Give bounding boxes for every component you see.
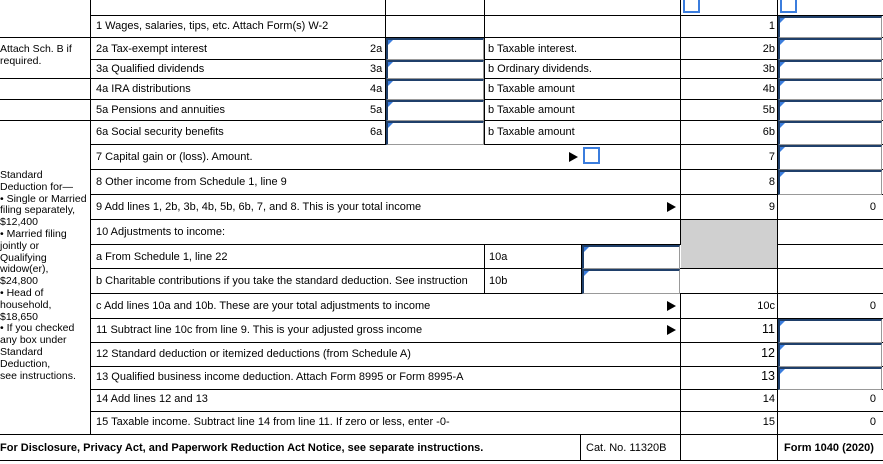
line-6b-amount-field[interactable]	[778, 121, 882, 145]
rule	[680, 293, 681, 434]
line-3b-number: 3b	[762, 63, 775, 75]
line-12-amount-field[interactable]	[778, 343, 882, 367]
rule	[484, 0, 485, 145]
line-10c-label: c Add lines 10a and 10b. These are your total adjustments to income	[96, 300, 431, 312]
std-deduction-line: $12,400	[0, 216, 38, 229]
line-7-label: 7 Capital gain or (loss). Amount.	[96, 151, 253, 163]
std-deduction-line: $18,650	[0, 310, 38, 323]
line-10b-code: 10b	[489, 275, 508, 287]
sch-b-note-line: required.	[0, 54, 42, 67]
line-2b-label: b Taxable interest.	[488, 43, 578, 55]
line-10c-number: 10c	[757, 300, 775, 312]
line-14-number: 14	[762, 393, 775, 405]
arrow-right-icon	[667, 325, 676, 335]
line-9-label: 9 Add lines 1, 2b, 3b, 4b, 5b, 6b, 7, and 8. This is your total income	[96, 201, 422, 213]
sch-b-note	[0, 44, 72, 68]
rule	[90, 194, 883, 195]
line-13-amount-field[interactable]	[778, 367, 882, 390]
line-8-number: 8	[768, 176, 775, 188]
line-10a-amount-field[interactable]	[582, 245, 680, 269]
line-10b-amount-field[interactable]	[582, 269, 680, 294]
rule	[680, 0, 681, 244]
line-2a-label: 2a Tax-exempt interest	[96, 43, 208, 55]
shaded-cell	[681, 220, 777, 268]
line-1-amount-field[interactable]	[778, 16, 882, 38]
line-7-amount-field[interactable]	[778, 145, 882, 170]
rule	[90, 411, 883, 412]
rule	[90, 268, 883, 269]
line-8-label: 8 Other income from Schedule 1, line 9	[96, 176, 287, 188]
line-3a-amount-field[interactable]	[386, 60, 484, 79]
standard-deduction-note	[0, 170, 87, 382]
std-deduction-line: • Head of	[0, 286, 44, 299]
line-10b-label: b Charitable contributions if you take the standard deduction. See instruction	[96, 275, 468, 287]
rule	[0, 434, 883, 435]
rule	[90, 169, 883, 170]
line-10a-code: 10a	[489, 251, 508, 263]
line-2b-number: 2b	[762, 43, 775, 55]
line-6a-label: 6a Social security benefits	[96, 126, 224, 138]
std-deduction-line: household,	[0, 298, 52, 311]
rule	[777, 434, 778, 461]
std-deduction-line: Deduction for—	[0, 180, 73, 193]
line-5a-amount-field[interactable]	[386, 100, 484, 121]
line-4a-amount-field[interactable]	[386, 79, 484, 100]
line-4b-number: 4b	[762, 83, 775, 95]
std-deduction-line: $24,800	[0, 275, 38, 288]
line-5b-label: b Taxable amount	[488, 104, 575, 116]
line-15-amount: 0	[869, 416, 876, 428]
line-11-amount-field[interactable]	[778, 319, 882, 343]
line-6b-label: b Taxable amount	[488, 126, 575, 138]
std-deduction-line: Standard	[0, 345, 43, 358]
line-9-amount: 0	[869, 201, 876, 213]
rule	[90, 293, 883, 294]
line-12-label: 12 Standard deduction or itemized deductions (from Schedule A)	[96, 348, 411, 360]
rule	[90, 318, 883, 319]
line-13-number: 13	[761, 369, 775, 383]
line-6a-code: 6a	[370, 126, 383, 138]
rule	[90, 389, 883, 390]
rule	[90, 0, 91, 434]
line-10-label: 10 Adjustments to income:	[96, 226, 226, 238]
line-10a-label: a From Schedule 1, line 22	[96, 251, 228, 263]
line-14-amount: 0	[869, 393, 876, 405]
line-3b-label: b Ordinary dividends.	[488, 63, 592, 75]
std-deduction-line: Qualifying	[0, 251, 47, 264]
line-5b-number: 5b	[762, 104, 775, 116]
std-deduction-line: see instructions.	[0, 369, 76, 382]
line-1-number: 1	[768, 20, 775, 32]
std-deduction-line: widow(er),	[0, 263, 49, 276]
std-deduction-line: Standard	[0, 169, 43, 181]
line-12-number: 12	[761, 346, 775, 360]
line-5b-amount-field[interactable]	[778, 100, 882, 121]
rule	[90, 366, 883, 367]
line-3a-code: 3a	[370, 63, 383, 75]
line-6b-number: 6b	[762, 126, 775, 138]
line-4b-amount-field[interactable]	[778, 79, 882, 100]
std-deduction-line: • Single or Married	[0, 192, 87, 205]
arrow-right-icon	[667, 202, 676, 212]
rule	[484, 244, 485, 294]
header-checkbox[interactable]	[780, 0, 797, 13]
rule	[90, 15, 883, 16]
arrow-right-icon	[569, 152, 578, 162]
line-9-number: 9	[768, 201, 775, 213]
line-7-number: 7	[768, 151, 775, 163]
std-deduction-line: • If you checked	[0, 322, 75, 335]
line-2a-code: 2a	[370, 43, 383, 55]
std-deduction-line: jointly or	[0, 239, 40, 252]
line-10c-amount: 0	[869, 300, 876, 312]
line-4b-label: b Taxable amount	[488, 83, 575, 95]
line-3a-label: 3a Qualified dividends	[96, 63, 205, 75]
std-deduction-line: • Married filing	[0, 227, 67, 240]
footer-notice: For Disclosure, Privacy Act, and Paperwork Reduction Act Notice, see separate instructions.	[0, 442, 484, 454]
line-4a-label: 4a IRA distributions	[96, 83, 191, 95]
line-2b-amount-field[interactable]	[778, 38, 882, 60]
line-7-checkbox[interactable]	[583, 147, 600, 164]
form-id: Form 1040 (2020)	[784, 442, 874, 454]
header-checkbox[interactable]	[683, 0, 700, 13]
rule	[580, 434, 581, 461]
line-5a-label: 5a Pensions and annuities	[96, 104, 226, 116]
line-14-label: 14 Add lines 12 and 13	[96, 393, 208, 405]
std-deduction-line: filing separately,	[0, 204, 76, 217]
rule	[0, 460, 883, 461]
line-2a-amount-field[interactable]	[386, 38, 484, 60]
line-11-label: 11 Subtract line 10c from line 9. This is your adjusted gross income	[96, 324, 423, 336]
cat-number: Cat. No. 11320B	[586, 442, 667, 454]
line-15-label: 15 Taxable income. Subtract line 14 from line 11. If zero or less, enter -0-	[96, 416, 450, 428]
line-8-amount-field[interactable]	[778, 170, 882, 195]
line-1-label: 1 Wages, salaries, tips, etc. Attach Form(s) W-2	[96, 20, 329, 32]
line-15-number: 15	[762, 416, 775, 428]
line-6a-amount-field[interactable]	[386, 121, 484, 145]
std-deduction-line: Deduction,	[0, 357, 51, 370]
arrow-right-icon	[667, 301, 676, 311]
rule	[90, 144, 883, 145]
line-5a-code: 5a	[370, 104, 383, 116]
line-11-number: 11	[762, 322, 775, 336]
rule	[90, 59, 883, 60]
line-13-label: 13 Qualified business income deduction. Attach Form 8995 or Form 8995-A	[96, 371, 464, 383]
rule	[680, 434, 681, 461]
line-3b-amount-field[interactable]	[778, 60, 882, 79]
sch-b-note-line: Attach Sch. B if	[0, 43, 72, 55]
std-deduction-line: any box under	[0, 334, 67, 347]
rule	[90, 342, 883, 343]
line-4a-code: 4a	[370, 83, 383, 95]
